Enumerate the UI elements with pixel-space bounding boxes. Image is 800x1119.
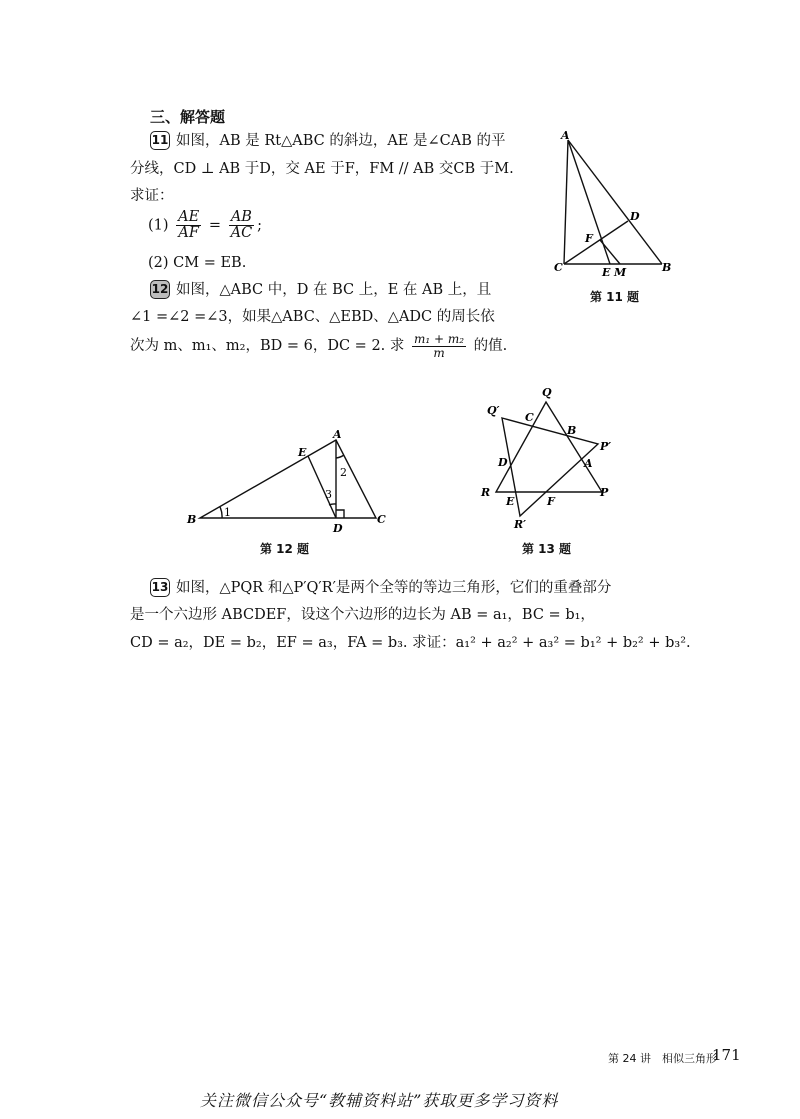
q13-number: 13 bbox=[150, 578, 170, 597]
fig11-label-d: D bbox=[630, 210, 640, 223]
fig11-label-b: B bbox=[662, 261, 672, 274]
q11-part1 bbox=[148, 210, 262, 241]
q11-part2: (2) CM = EB. bbox=[148, 255, 247, 271]
frac-den: m bbox=[433, 345, 445, 360]
figure-13 bbox=[476, 384, 626, 534]
fig12-label-b: B bbox=[187, 513, 197, 526]
figure-12 bbox=[178, 428, 398, 538]
fig12-label-a: A bbox=[333, 428, 342, 441]
fig13-label-c: C bbox=[525, 411, 534, 424]
fig11-segment-cd bbox=[564, 221, 628, 264]
fig13-label-f: F bbox=[547, 495, 555, 508]
fig11-segment-fm bbox=[600, 240, 620, 264]
fig13-label-e: E bbox=[506, 495, 515, 508]
q11-part1-eq: = bbox=[208, 217, 221, 234]
fig13-label-a: A bbox=[584, 457, 593, 470]
q13-text-line1: 如图，△PQR 和△P′Q′R′是两个全等的等边三角形，它们的重叠部分 bbox=[176, 580, 612, 596]
fig13-label-r: R bbox=[481, 486, 491, 499]
q11-part1-prefix: (1) bbox=[148, 217, 169, 234]
q13-line3: CD = a₂，DE = b₂，EF = a₃，FA = b₃. 求证：a₁² + a₂² + a₃² = b₁² + b₂² + b₃². bbox=[130, 635, 691, 651]
frac-den: AF bbox=[178, 225, 199, 242]
fig13-label-d: D bbox=[498, 456, 508, 469]
fig12-segment-ed bbox=[308, 456, 336, 518]
q11-number: 11 bbox=[150, 131, 170, 150]
fig13-label-qp: Q′ bbox=[487, 404, 500, 417]
fig13-label-b: B bbox=[567, 424, 577, 437]
q12-fraction bbox=[412, 333, 466, 359]
q12-line1 bbox=[150, 277, 491, 303]
fig13-label-p: P bbox=[600, 486, 609, 499]
fig11-label-a: A bbox=[561, 129, 570, 142]
fig12-label-d: D bbox=[333, 522, 343, 535]
frac-num: AE bbox=[178, 209, 200, 225]
fig12-right-angle bbox=[336, 510, 344, 518]
figure-11-caption: 第 11 题 bbox=[590, 290, 640, 304]
watermark-text: 关注微信公众号“教辅资料站”获取更多学习资料 bbox=[200, 1091, 559, 1110]
fig12-label-c: C bbox=[377, 513, 386, 526]
section-title: 三、解答题 bbox=[150, 108, 226, 126]
fig13-label-rp: R′ bbox=[514, 518, 527, 531]
q11-line1 bbox=[150, 128, 506, 154]
fig12-label-e: E bbox=[298, 446, 307, 459]
q13-line1 bbox=[150, 575, 611, 601]
footer-lecture-title: 第 24 讲 相似三角形 bbox=[608, 1052, 717, 1065]
q11-part1-end: ; bbox=[257, 217, 263, 234]
fig11-side-ab bbox=[568, 140, 662, 264]
q12-line3-prefix: 次为 m、m₁、m₂，BD = 6，DC = 2. 求 bbox=[130, 338, 405, 355]
q12-number: 12 bbox=[150, 280, 170, 299]
fig12-angle2-arc bbox=[336, 455, 344, 458]
frac-den: AC bbox=[230, 225, 253, 242]
q11-line2: 分线，CD ⊥ AB 于D，交 AE 于F，FM // AB 交CB 于M. bbox=[130, 161, 514, 177]
fig11-label-f: F bbox=[585, 232, 593, 245]
q11-fraction-ab-ac bbox=[229, 210, 255, 241]
q13-line2: 是一个六边形 ABCDEF，设这个六边形的边长为 AB = a₁，BC = b₁， bbox=[130, 607, 595, 623]
fig12-label-3: 3 bbox=[325, 488, 332, 501]
figure-13-caption: 第 13 题 bbox=[522, 542, 572, 556]
fig11-label-m: M bbox=[614, 266, 627, 279]
fig12-label-1: 1 bbox=[224, 506, 231, 519]
fig13-label-q: Q bbox=[542, 386, 552, 399]
q12-line2: ∠1 =∠2 =∠3，如果△ABC、△EBD、△ADC 的周长依 bbox=[130, 309, 495, 325]
q12-text-line1: 如图，△ABC 中，D 在 BC 上，E 在 AB 上，且 bbox=[176, 282, 492, 298]
frac-num: AB bbox=[229, 210, 255, 226]
fig11-side-ac bbox=[564, 140, 568, 264]
q12-line3 bbox=[130, 333, 507, 359]
figure-11 bbox=[548, 126, 678, 301]
fig13-triangle-pqr bbox=[496, 402, 602, 492]
fig12-angle3-arc bbox=[329, 504, 336, 505]
q11-text-line1: 如图，AB 是 Rt△ABC 的斜边，AE 是∠CAB 的平 bbox=[176, 133, 506, 149]
q11-line3: 求证： bbox=[130, 188, 174, 204]
fig12-label-2: 2 bbox=[340, 466, 347, 479]
fig12-angle1-arc bbox=[220, 507, 222, 518]
fig13-label-pp: P′ bbox=[600, 440, 612, 453]
q11-fraction-ae-af bbox=[176, 210, 201, 241]
frac-num: m₁ + m₂ bbox=[414, 332, 465, 346]
fig11-label-c: C bbox=[554, 261, 563, 274]
figure-12-caption: 第 12 题 bbox=[260, 542, 310, 556]
page-number: 171 bbox=[712, 1046, 741, 1064]
fig11-label-e: E bbox=[602, 266, 611, 279]
q12-line3-suffix: 的值. bbox=[473, 338, 508, 355]
